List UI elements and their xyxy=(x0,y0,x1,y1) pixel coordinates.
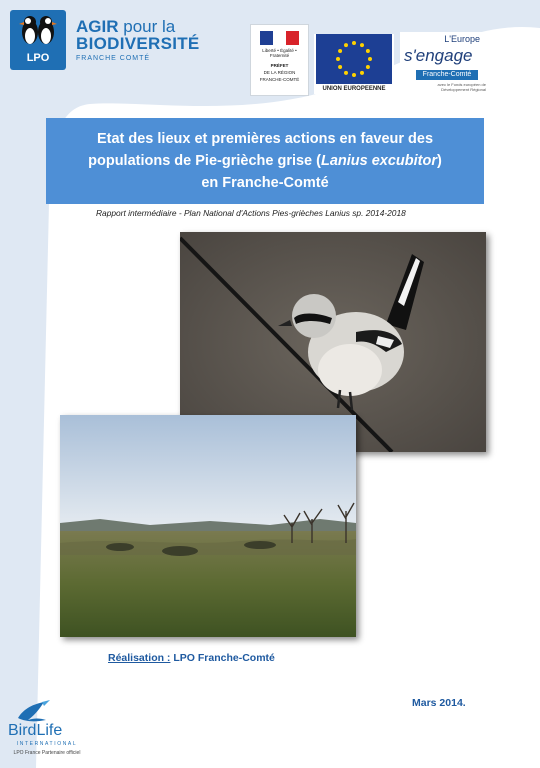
publication-date: Mars 2014. xyxy=(412,697,466,709)
agir-pour: pour la xyxy=(123,17,176,36)
europe-region: Franche-Comté xyxy=(416,70,478,80)
eu-stars-icon xyxy=(316,34,392,84)
title-line2: populations de Pie-grièche grise (Lanius excubitor) xyxy=(88,153,442,169)
french-flag-icon xyxy=(260,31,299,45)
title-line1: Etat des lieux et premières actions en faveur des xyxy=(96,131,434,147)
birdlife-international: INTERNATIONAL xyxy=(16,741,78,747)
document-title xyxy=(46,118,484,204)
realisation-label: Réalisation : xyxy=(108,652,171,664)
prefet-line2: DE LA RÉGION xyxy=(263,70,296,75)
birdlife-partner: LPO France Partenaire officiel xyxy=(13,750,81,756)
title-line3: en Franche-Comté xyxy=(201,175,329,191)
agir-logo xyxy=(76,18,200,62)
region-label: FRANCHE COMTÉ xyxy=(76,55,151,62)
europe-fund: avec le Fonds européen de Développement Régional xyxy=(437,82,486,92)
lpo-logo xyxy=(10,10,66,70)
prefet-line1: PRÉFET xyxy=(270,63,289,68)
species-name: Lanius excubitor xyxy=(320,153,438,169)
prefet-line3: FRANCHE-COMTÉ xyxy=(259,77,300,82)
birdlife-name: BirdLife xyxy=(8,722,63,739)
europe-line1: L'Europe xyxy=(444,34,480,44)
realisation-value: LPO Franche-Comté xyxy=(173,652,275,664)
agir-word: AGIR xyxy=(76,17,119,36)
prefet-logo xyxy=(250,24,309,96)
republique-motto: Liberté • Égalité • Fraternité xyxy=(262,48,297,59)
europe-engage-logo xyxy=(400,32,486,96)
landscape-photo xyxy=(60,415,356,637)
bird-icon xyxy=(14,698,54,724)
eu-logo xyxy=(314,34,394,94)
puffin-icon xyxy=(10,10,66,54)
biodiversite-word: BIODIVERSITÉ xyxy=(76,34,200,53)
birdlife-logo xyxy=(6,698,88,762)
realisation-credit xyxy=(108,652,275,664)
document-subtitle: Rapport intermédiaire - Plan National d'Actions Pies-grièches Lanius sp. 2014-2018 xyxy=(96,208,406,218)
eu-label: UNION EUROPEENNE xyxy=(322,86,386,92)
lpo-label: LPO xyxy=(26,52,50,64)
europe-line2: s'engage xyxy=(404,46,473,65)
